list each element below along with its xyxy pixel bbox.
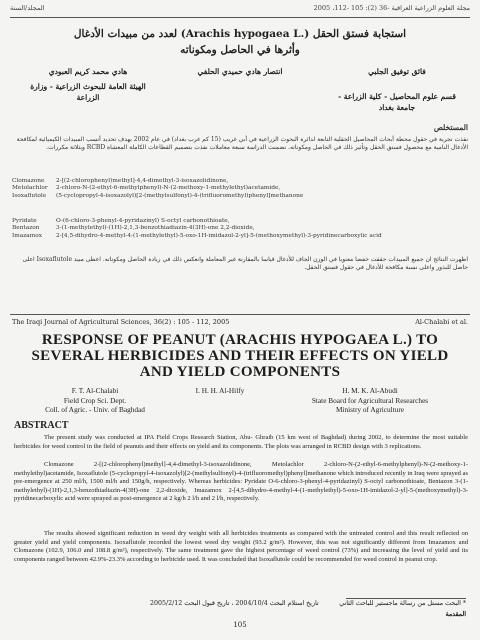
english-author-affil: State Board for Agricultural Researches: [311, 395, 429, 405]
header-right: مجلة العلوم الزراعية العراقية -36 (2): 105 -112، 2005: [313, 4, 470, 12]
footnote-1: * البحث مستل من رسالة ماجستير للباحث الثاني: [339, 600, 466, 607]
running-header: [10, 4, 470, 16]
arabic-title: [60, 26, 420, 58]
section-rule: [10, 314, 470, 315]
english-author-affil: Coll. of Agric. - Univ. of Baghdad: [45, 405, 145, 414]
arabic-author-name: هادي محمد كريم العبودي: [48, 67, 128, 76]
chem-desc: 2-[4,5-dihydro-4-methyl-4-(1-methylethyl)-5-oxo-1H-imidazol-2-yl]-5-(methoxymethyl)-3-pyridinecarboxylic acid: [56, 232, 382, 239]
chem-list-post: [12, 218, 452, 240]
chem-name: Clomazone: [12, 178, 45, 184]
arabic-title-line-1: استجابة فستق الحقل (.Arachis hypogaea L) لعدد من مبيدات الأدغال: [73, 28, 407, 40]
arabic-author-affil: الهيئة العامة للبحوث الزراعية - وزارة الزراعة: [30, 82, 146, 102]
english-abstract-p1: The present study was conducted at IPA Field Crops Research Station, Abu- Ghraib (15 km west of Baghdad) during 2002, to determine the most suitable herbicides for weed control in the field of peanuts and their effects on yield and its components. The plots was arranged in RCBD design with 3 replications.: [14, 434, 468, 450]
header-rule: [10, 17, 470, 18]
intro-heading: المقدمة: [445, 611, 466, 618]
chem-item: [12, 185, 303, 192]
footnote-rule: [346, 598, 466, 599]
english-title: RESPONSE OF PEANUT (ARACHIS HYPOGAEA L.) TO SEVERAL HERBICIDES AND THEIR EFFECTS ON YIELD AND YIELD COMPONENTS: [31, 332, 449, 380]
arabic-author-2: [175, 66, 305, 77]
chem-desc: 3-(1-methylethyl)-(1H)-2,1,3-benzothiadiazin-4(3H)-one 2,2-dioxide,: [56, 225, 255, 232]
english-abstract-heading: ABSTRACT: [14, 420, 69, 431]
arabic-author-1: [332, 66, 462, 113]
english-abstract-p3: The results showed significant reduction in weed dry weight with all herbicides treatments as compared with the untreated control and this result reflected on greater yield and yield components. Isoxaflutole recorded the lowest weed dry weight (93.2 g/m²). However, this was not significantly different from Imazamox and Clomazone (102.9, 106.0 and 108.8 g/m²), respectively. The same treatment gave the highest percentage of weed control (73%) and increasing the level of yield and its components ranged between 42.9%-23.3% according to herbicide used. It was concluded that Isoxaflutole could be recommended for weed control in peanut crop.: [14, 530, 468, 563]
english-author-affil: Ministry of Agriculture: [335, 405, 405, 414]
english-author-2: [170, 386, 270, 396]
chem-desc: (5-cyclopropyl-4-isoxazolyl)[2-(methylsulfonyl)-4-(trifluoromethyl)phenyl]methanone: [56, 192, 304, 199]
journal-citation-line: [12, 318, 468, 326]
chem-item: [12, 225, 452, 232]
arabic-author-3: [18, 66, 158, 103]
chem-name: Isoxaflutole: [12, 192, 47, 199]
chem-name: Metolachlor: [12, 185, 48, 192]
arabic-author-affil: قسم علوم المحاصيل - كلية الزراعة - جامعة بغداد: [338, 92, 456, 112]
arabic-title-line-2: وأثرها في الحاصل ومكوناته: [180, 44, 300, 56]
english-author-3: [280, 386, 460, 415]
chem-desc: O-(6-chloro-3-phenyl-4-pyridazinyl) S-octyl carbonothioate,: [56, 218, 230, 224]
arabic-abstract-heading: المستخلص: [433, 123, 468, 132]
page-number: 105: [233, 621, 247, 629]
footnote-2: تاريخ استلام البحث 2004/10/4 ، تاريخ قبول البحث 2005/2/12: [150, 600, 319, 607]
chem-list-pre: [12, 178, 303, 200]
english-author-affil: Field Crop Sci. Dept.: [63, 395, 127, 405]
chem-desc: 2-chloro-N-(2-ethyl-6-methylphenyl)-N-(2-methoxy-1-methylethyl)acetamide,: [56, 185, 281, 192]
chem-item: [12, 193, 303, 200]
english-abstract-p2: Clomazone 2-[(2-chlorophenyl)methyl]-4,4-dimethyl-3-isoxazolidinone, Metolachlor 2-chloro-N-(2-ethyl-6-methylphenyl)-N-(2-methoxy-1-methylethyl)acetamide, Isoxaflutole (5-cyclopropyl-4-isoxazolyl)[2-(methylsulfonyl)-4-(trifluoromethyl)phenyl]methanone which introduced recently in Iraq were sprayed as pre-emergence at 250 ml/h, 1500 ml/h and 150g/h, respectively. Whereas herbicides: Pyridate O-6-chloro-3-phenyl-4-pyridazinyl) S-octyl carbonothioate, Bentazon 3-(1-methylethyl)-(1H)-2,1,3-benzothiadiazin-4(3H)-one 2,2-dioxide, Imazamox 2-[4,5-dihydro-4-methyl-4-(1-methylethyl)-5-oxo-1H-imidazol-2-yl]-5-(methoxymethyl)-3-pyridinecarboxylic acid were sprayed as post-emergence at 2 kg/h 2 l/h and 2 l/h, respectively.: [14, 461, 468, 503]
arabic-paragraph-1: نفذت تجربة في حقول محطة أبحاث المحاصيل الحقلية التابعة لدائرة البحوث الزراعية في أبي غريب (15 كم غرب بغداد) في عام 2002 بهدف تحديد أنسب المبيدات الكيميائية لمكافحة الأدغال النامية مع محصول فستق الحقل وتأثير ذلك في الحاصل ومكوناته. تضمنت الدراسة سبعة معاملات نفذت بتصميم القطاعات الكاملة المعشاة RCBD وبثلاثة مكررات.: [16, 136, 468, 152]
arabic-paragraph-2: اظهرت النتائج ان جميع المبيدات حققت خفضا معنويا في الوزن الجاف للأدغال قياسا بالمقارنة غير المعاملة وانعكس ذلك في زيادة الحاصل ومكوناته. اعطى مبيد Isoxaflutole اعلى حاصل للبذور واعلى نسبة مكافحة للأدغال في حقول فستق الحقل.: [22, 256, 468, 272]
chem-name: Bentazon: [12, 225, 40, 232]
english-author-name: H. M. K. Al-Abudi: [342, 386, 398, 395]
arabic-author-name: فائق توفيق الجلبي: [368, 67, 426, 76]
chem-name: Pyridate: [12, 218, 37, 224]
chem-desc: 2-[(2-chlorophenyl)methyl]-4,4-dimethyl-3-isoxazolidinone,: [56, 178, 229, 184]
header-left: المجلد/السنة: [10, 4, 45, 12]
chem-name: Imazamox: [12, 232, 43, 239]
journal-citation-authors: Al-Chalabi et al.: [415, 318, 468, 326]
english-author-name: I. H. H. Al-Hilfy: [195, 386, 245, 395]
english-author-name: F. T. Al-Chalabi: [71, 386, 119, 395]
journal-citation: The Iraqi Journal of Agricultural Sciences, 36(2) : 105 - 112, 2005: [12, 318, 230, 326]
chem-item: [12, 233, 452, 240]
english-author-1: [30, 386, 160, 415]
arabic-author-name: انتصار هادي حميدي الحلفي: [197, 67, 283, 76]
